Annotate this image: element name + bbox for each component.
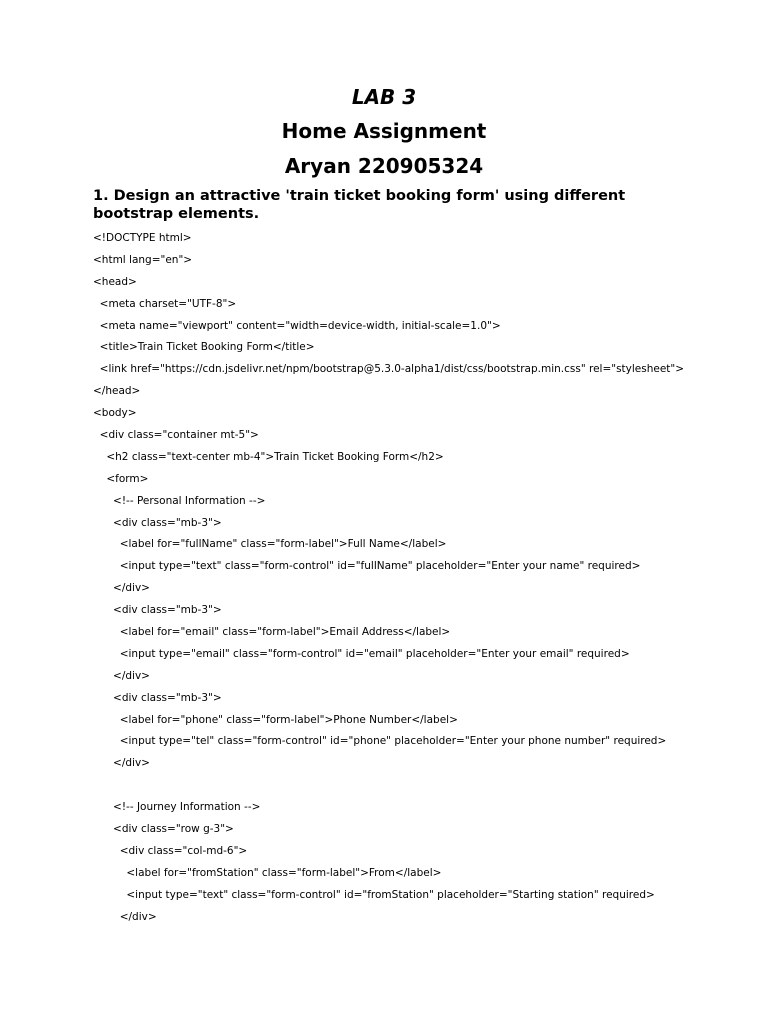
code-line: <label for="fullName" class="form-label">Full Name</label> [93,538,447,551]
code-line: <!-- Personal Information --> [93,494,266,507]
code-line: </div> [93,910,157,923]
code-line: <link href="https://cdn.jsdelivr.net/npm/bootstrap@5.3.0-alpha1/dist/css/bootstrap.min.css" rel="stylesheet"> [93,363,685,376]
code-line: <div class="row g-3"> [93,823,234,836]
code-listing [93,230,733,931]
code-line: <input type="text" class="form-control" id="fromStation" placeholder="Starting station" required> [93,888,655,901]
code-line: <head> [93,275,137,288]
code-line: <div class="mb-3"> [93,604,222,617]
code-line: <input type="email" class="form-control" id="email" placeholder="Enter your email" required> [93,647,630,660]
question-text: 1. Design an attractive 'train ticket booking form' using different bootstrap elements. [93,188,626,222]
code-line: <label for="fromStation" class="form-label">From</label> [93,866,442,879]
assignment-heading: Home Assignment [281,119,487,143]
code-line: <meta charset="UTF-8"> [93,297,237,310]
code-line: </div> [93,757,150,770]
code-line: <input type="text" class="form-control" id="fullName" placeholder="Enter your name" required> [93,560,641,573]
code-line: <div class="mb-3"> [93,691,222,704]
code-line: <input type="tel" class="form-control" id="phone" placeholder="Enter your phone number" required> [93,735,667,748]
code-line: <label for="email" class="form-label">Email Address</label> [93,626,451,639]
code-line: </div> [93,669,150,682]
code-line: <meta name="viewport" content="width=device-width, initial-scale=1.0"> [93,319,501,332]
author-heading: Aryan 220905324 [284,154,484,178]
code-line: <!-- Journey Information --> [93,801,261,814]
code-line: <h2 class="text-center mb-4">Train Ticket Booking Form</h2> [93,450,444,463]
code-line: <div class="col-md-6"> [93,844,248,857]
code-line: <div class="mb-3"> [93,516,222,529]
lab-heading: LAB 3 [351,85,417,109]
code-line [93,777,733,799]
code-line: <label for="phone" class="form-label">Phone Number</label> [93,713,458,726]
code-line: <title>Train Ticket Booking Form</title> [93,341,315,354]
code-line: <html lang="en"> [93,253,193,266]
code-line: </div> [93,582,150,595]
code-line: <div class="container mt-5"> [93,429,259,442]
code-line: <body> [93,407,137,420]
code-line: </head> [93,385,141,398]
code-line: <form> [93,472,149,485]
code-line: <!DOCTYPE html> [93,232,192,244]
